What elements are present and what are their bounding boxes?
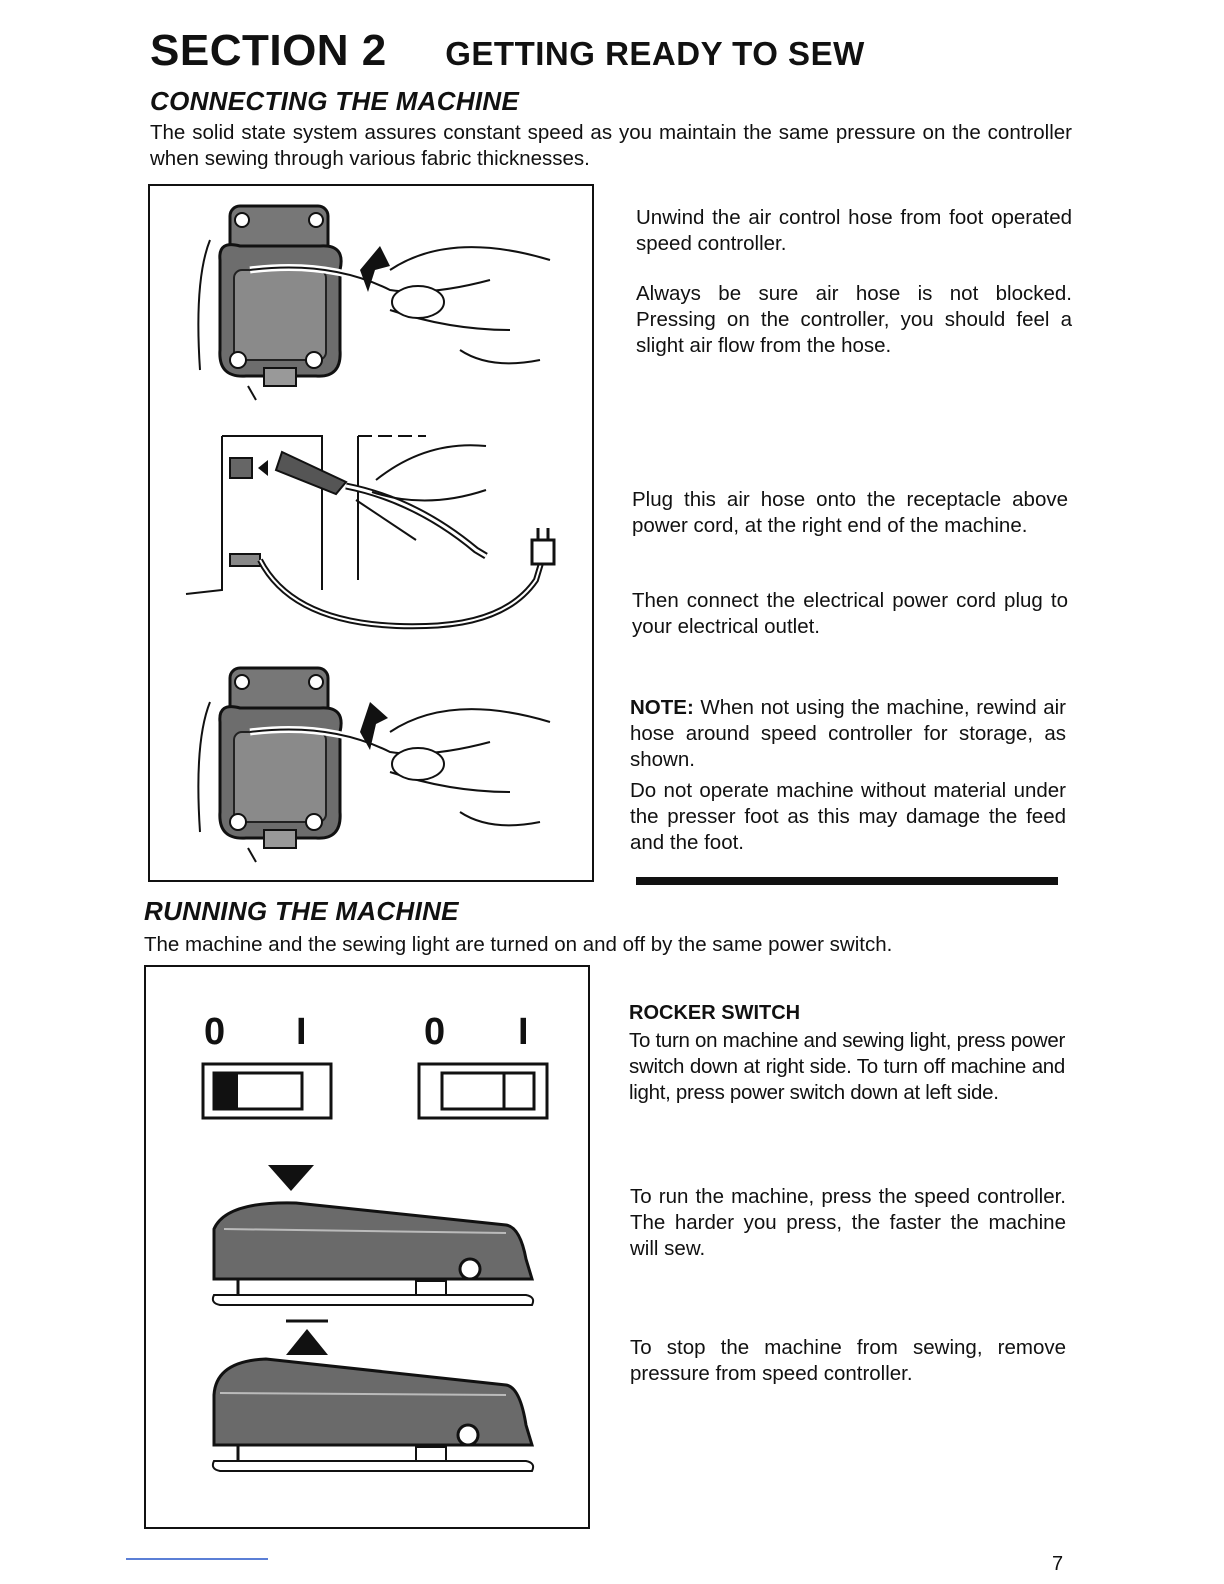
rocker-switch-paragraph: To turn on machine and sewing light, press power switch down at right side. To turn off machine and light, press power switch down at left side.	[629, 1029, 1065, 1104]
plug-hose-paragraph: Plug this air hose onto the receptacle above power cord, at the right end of the machine.	[632, 488, 1068, 537]
running-heading: RUNNING THE MACHINE	[144, 896, 459, 926]
controller-rewind-illustration	[190, 662, 590, 872]
rocker-switch-off-icon	[202, 1063, 332, 1119]
connecting-heading: CONNECTING THE MACHINE	[150, 86, 520, 116]
rocker-switch-on-icon	[418, 1063, 548, 1119]
pedal-released-illustration	[206, 1355, 536, 1475]
connecting-illustration-box	[148, 184, 594, 882]
switch-on-label-right: I	[518, 1011, 529, 1053]
connecting-intro: The solid state system assures constant speed as you maintain the same pressure on the controller when sewing through various fabric thicknesses.	[150, 121, 1072, 170]
hose-plug-illustration	[186, 430, 586, 640]
power-cord-paragraph: Then connect the electrical power cord plug to your electrical outlet.	[632, 589, 1068, 638]
note-paragraph	[630, 695, 1066, 773]
press-down-arrow-icon	[266, 1163, 316, 1193]
stop-machine-paragraph: To stop the machine from sewing, remove pressure from speed controller.	[630, 1336, 1066, 1385]
switch-off-label-left: 0	[204, 1011, 226, 1053]
running-intro: The machine and the sewing light are turned on and off by the same power switch.	[144, 933, 893, 956]
warning-paragraph: Do not operate machine without material under the presser foot as this may damage the feed and the foot.	[630, 779, 1066, 854]
section-divider	[636, 877, 1058, 885]
controller-unwind-illustration	[190, 200, 590, 410]
unwind-paragraph: Unwind the air control hose from foot operated speed controller.	[636, 206, 1072, 255]
air-hose-paragraph: Always be sure air hose is not blocked. Pressing on the controller, you should feel a slight air flow from the hose.	[636, 282, 1072, 357]
running-illustration-box	[144, 965, 590, 1529]
page-number: 7	[1052, 1553, 1064, 1575]
pedal-pressed-illustration	[206, 1199, 536, 1309]
release-up-arrow-icon	[282, 1319, 332, 1359]
note-label: NOTE:	[630, 696, 694, 719]
rocker-switch-heading: ROCKER SWITCH	[629, 1002, 801, 1024]
note-text: When not using the machine, rewind air hose around speed controller for storage, as shown.	[630, 696, 1066, 771]
page-title	[150, 26, 865, 76]
section-number: SECTION 2	[150, 26, 387, 75]
footer-line	[126, 1558, 268, 1560]
section-title: GETTING READY TO SEW	[445, 35, 865, 72]
run-machine-paragraph: To run the machine, press the speed controller. The harder you press, the faster the machine will sew.	[630, 1185, 1066, 1260]
switch-off-label-right: 0	[424, 1011, 446, 1053]
switch-on-label-left: I	[296, 1011, 307, 1053]
